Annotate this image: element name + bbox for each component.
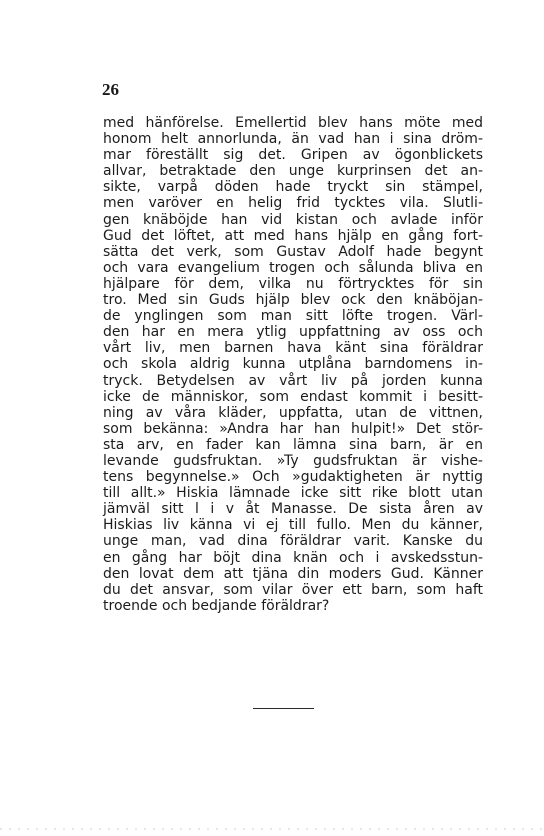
text-line: den har en mera ytlig uppfattning av oss och	[103, 324, 483, 341]
text-line: troende och bedjande föräldrar?	[103, 597, 330, 614]
text-line: icke de människor, som endast kommit i besitt-	[103, 388, 483, 405]
page-number: 26	[102, 80, 119, 99]
text-line: sta arv, en fader kan lämna sina barn, är en	[103, 436, 483, 453]
text-line: och skola aldrig kunna utplåna barndomens in-	[103, 356, 483, 373]
text-line: tens begynnelse.» Och »gudaktigheten är nyttig	[103, 469, 483, 486]
text-line: vårt liv, men barnen hava känt sina föräldrar	[103, 340, 483, 357]
text-line: men varöver en helig frid tycktes vila. Slutli-	[103, 195, 483, 212]
text-line: sätta det verk, som Gustav Adolf hade begynt	[103, 243, 483, 260]
text-line: med hänförelse. Emellertid blev hans möte med	[103, 115, 483, 131]
text-line: gen knäböjde han vid kistan och avlade inför	[103, 211, 483, 228]
text-line: hjälpare för dem, vilka nu förtrycktes för sin	[103, 275, 483, 292]
text-line: ning av våra kläder, uppfatta, utan de vittnen,	[103, 404, 483, 421]
body-paragraph	[103, 115, 483, 614]
text-line: allvar, betraktade den unge kurprinsen det an-	[103, 163, 483, 180]
text-line: tro. Med sin Guds hjälp blev ock den knäböjan-	[103, 292, 483, 309]
text-line: Hiskias liv känna vi ej till fullo. Men du känner,	[103, 517, 483, 534]
text-line: sikte, varpå döden hade tryckt sin stämpel,	[103, 179, 483, 196]
text-line: Gud det löftet, att med hans hjälp en gång fort-	[103, 227, 483, 244]
text-line: den lovat dem att tjäna din moders Gud. Känner	[103, 565, 483, 582]
text-line: levande gudsfruktan. »Ty gudsfruktan är vishe-	[103, 452, 483, 469]
text-line: du det ansvar, som vilar över ett barn, som haft	[103, 581, 483, 598]
text-line: tryck. Betydelsen av vårt liv på jorden kunna	[103, 372, 483, 389]
text-line: mar föreställt sig det. Gripen av ögonblickets	[103, 147, 483, 164]
text-line: och vara evangelium trogen och sålunda bliva en	[103, 259, 483, 276]
section-divider	[253, 708, 314, 709]
scan-edge-noise	[0, 828, 544, 830]
text-line: unge man, vad dina föräldrar varit. Kanske du	[103, 533, 483, 550]
text-line: jämväl sitt l i v åt Manasse. De sista åren av	[103, 501, 483, 518]
text-line: en gång har böjt dina knän och i avskedsstun-	[103, 549, 483, 566]
text-line: honom helt annorlunda, än vad han i sina dröm-	[103, 131, 483, 148]
text-line: som bekänna: »Andra har han hulpit!» Det stör-	[103, 420, 483, 437]
text-line: till allt.» Hiskia lämnade icke sitt rike blott utan	[103, 485, 483, 502]
text-line: de ynglingen som man sitt löfte trogen. Värl-	[103, 308, 483, 325]
